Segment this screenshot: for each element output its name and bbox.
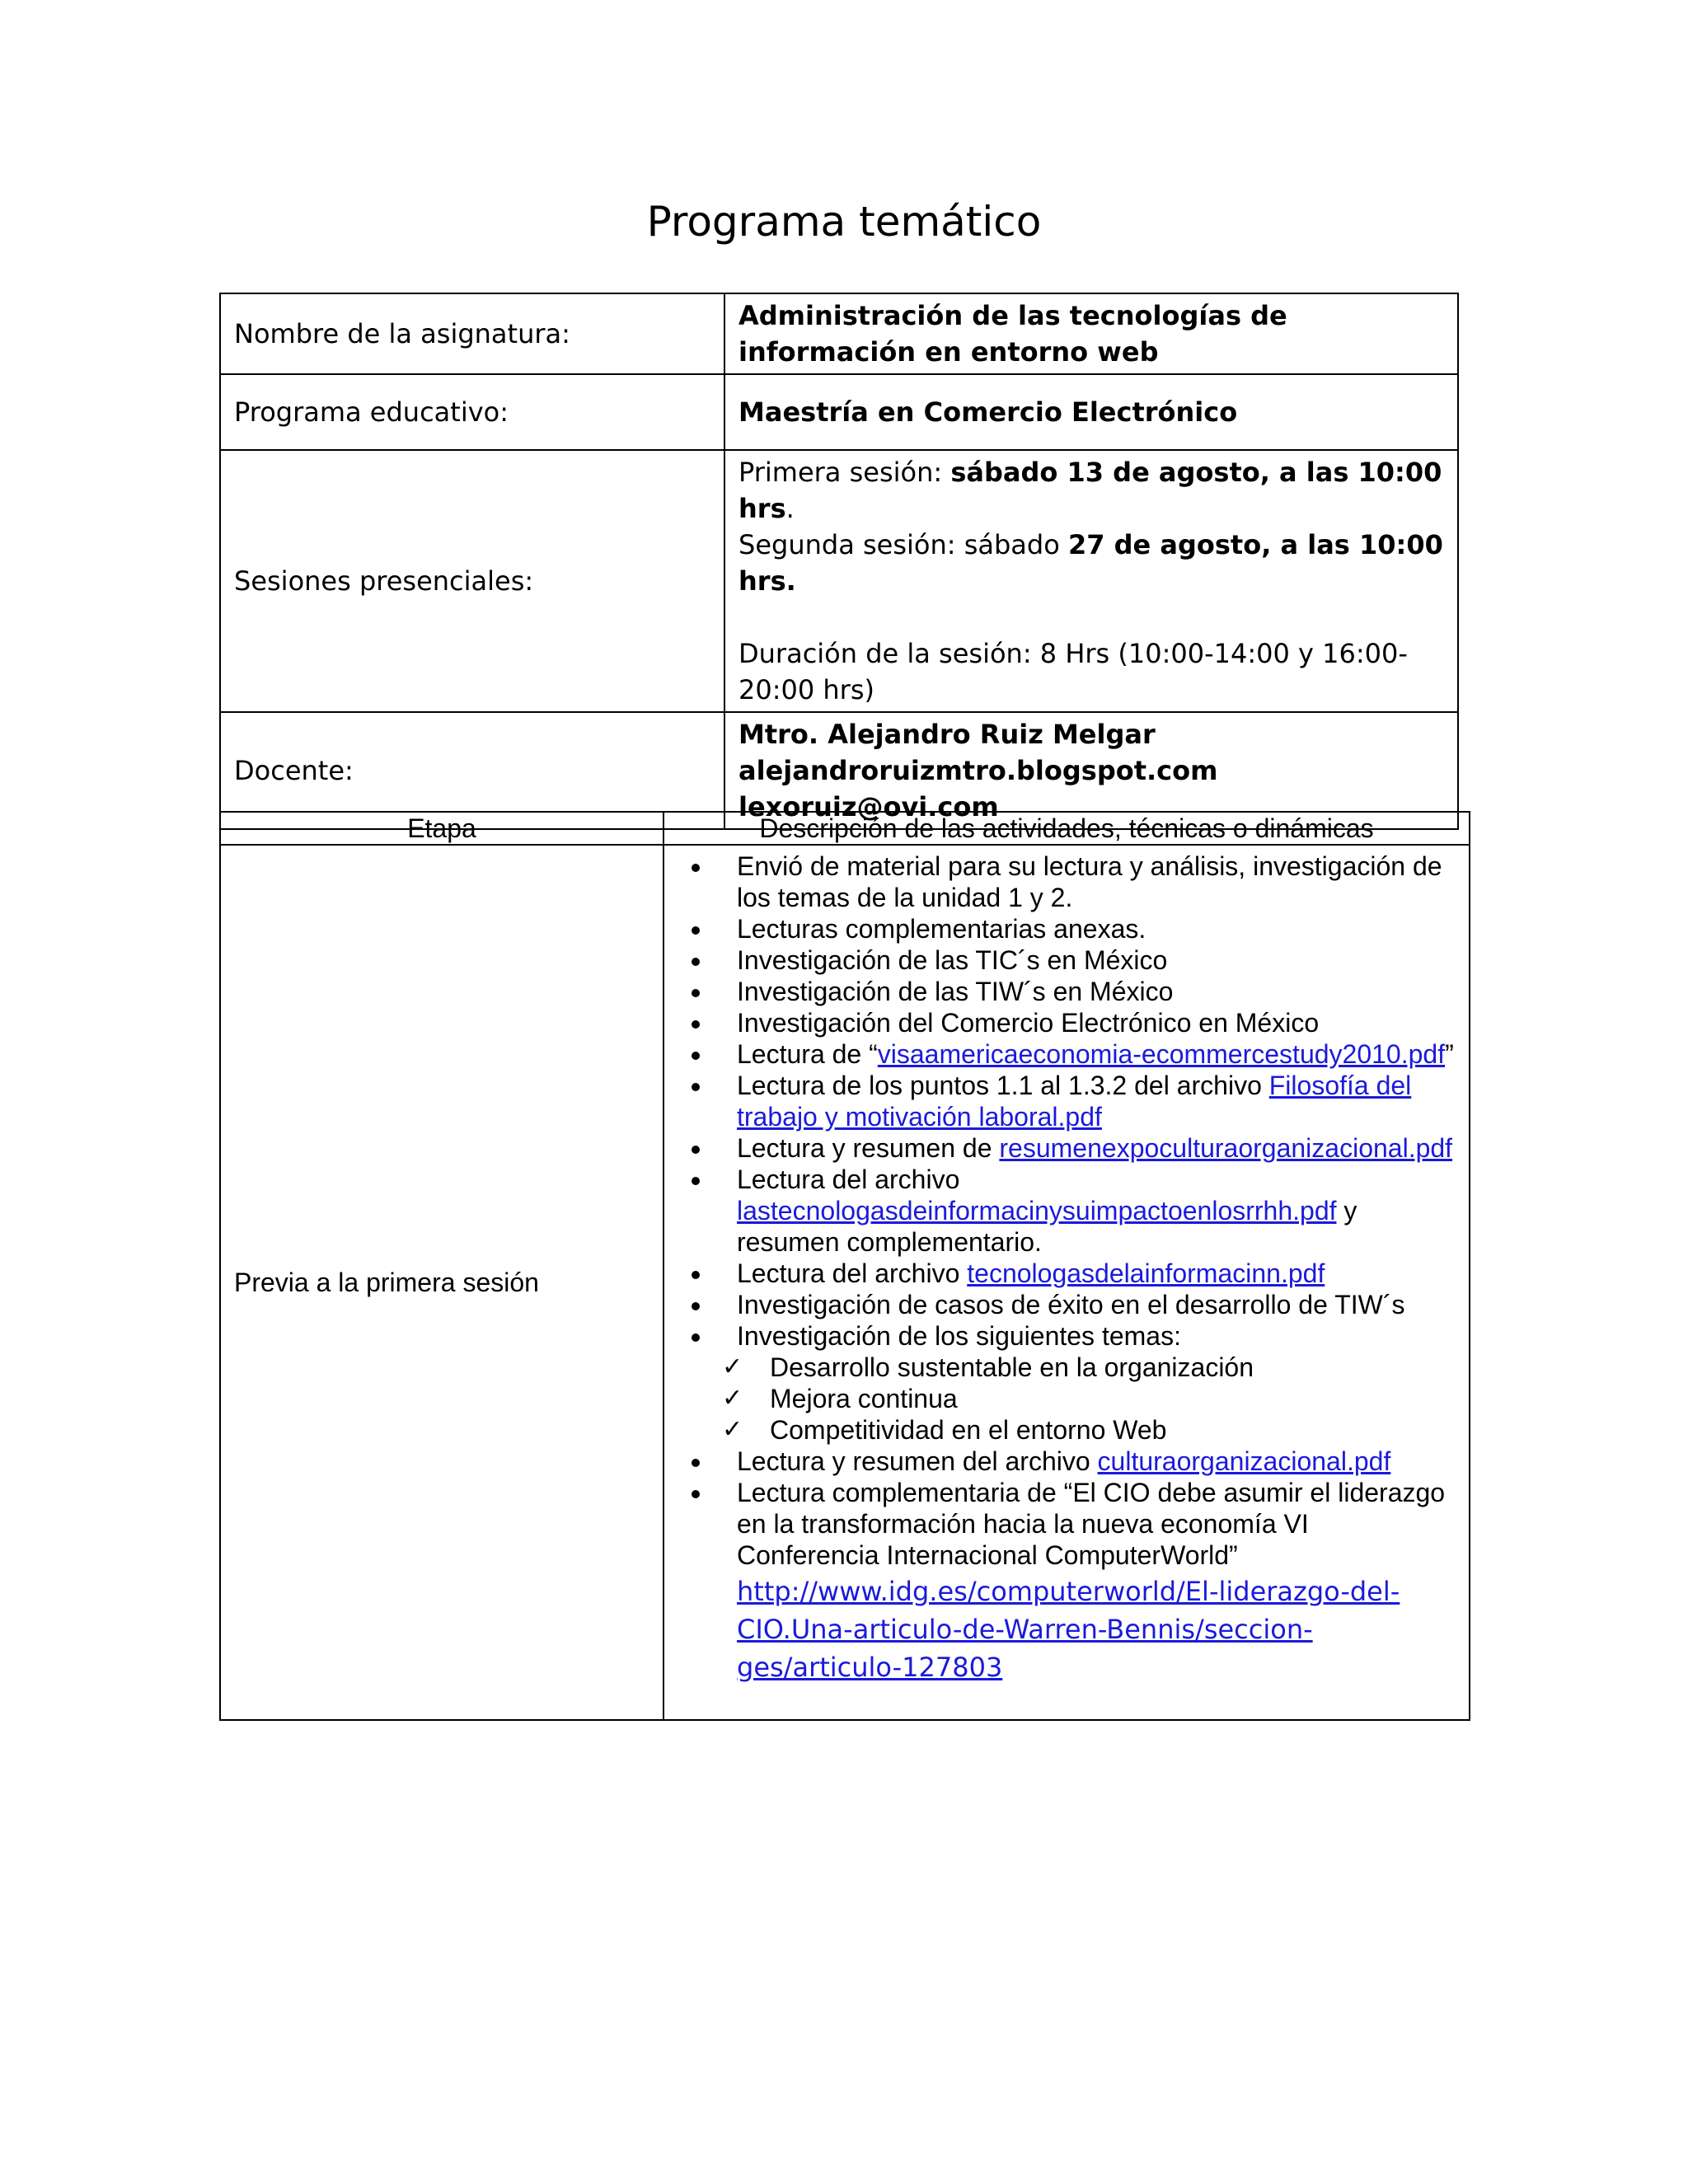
bullet-icon: [687, 1139, 704, 1155]
sub-list-item: ✓ Competitividad en el entorno Web: [722, 1415, 1167, 1445]
programa-value: Maestría en Comercio Electrónico: [724, 374, 1458, 450]
table-header-row: [220, 812, 1470, 845]
desc-cell: [663, 845, 1470, 1720]
activities-table: [219, 811, 1470, 1721]
checkmark-icon: ✓: [722, 1384, 743, 1413]
lastecnologas-link[interactable]: lastecnologasdeinformacinysuimpactoenlosrrhh.pdf: [737, 1196, 1337, 1226]
course-info-table: [219, 293, 1459, 830]
checkmark-icon: ✓: [722, 1415, 743, 1444]
bullet-icon: [687, 1076, 704, 1093]
programa-label: Programa educativo:: [220, 374, 724, 450]
col-stage-header: Etapa: [220, 812, 663, 845]
list-item: Lectura del archivo tecnologasdelainformacinn.pdf: [671, 1258, 1456, 1289]
list-item: Investigación del Comercio Electrónico en México: [671, 1007, 1456, 1038]
sub-list-item: ✓ Desarrollo sustentable en la organización: [722, 1352, 1254, 1382]
bullet-icon: [687, 1045, 704, 1062]
tecnologas-link[interactable]: tecnologasdelainformacinn.pdf: [967, 1258, 1325, 1288]
list-item: Lectura complementaria de “El CIO debe asumir el liderazgo en la transformación hacia la nueva economía VI Conferencia Internacional ComputerWorld” http://www.idg.es/computerworld/El-liderazgo-del-CIO.Una-articulo-de-Warren-Bennis/seccion-ges/articulo-127803: [671, 1477, 1456, 1686]
docente-blog: alejandroruizmtro.blogspot.com: [738, 755, 1218, 786]
bullet-icon: [687, 951, 704, 968]
list-item: Investigación de las TIW´s en México: [671, 976, 1456, 1007]
bullet-icon: [687, 982, 704, 999]
activity-list: [671, 851, 1456, 1686]
bullet-icon: [687, 1264, 704, 1281]
table-row: [220, 374, 1458, 450]
visaamerica-link[interactable]: visaamericaeconomia-ecommercestudy2010.pdf: [877, 1039, 1446, 1069]
bullet-icon: [687, 1014, 704, 1030]
bullet-icon: [687, 1296, 704, 1312]
col-desc-header: Descripción de las actividades, técnicas o dinámicas: [663, 812, 1470, 845]
bullet-icon: [687, 1452, 704, 1469]
list-item: Investigación de casos de éxito en el desarrollo de TIW´s: [671, 1289, 1456, 1320]
page-title: Programa temático: [646, 198, 1042, 246]
sesion-2: Segunda sesión: sábado 27 de agosto, a las 10:00 hrs.: [738, 529, 1443, 597]
docente-label: Docente:: [220, 712, 724, 829]
sesion-1: Primera sesión: sábado 13 de agosto, a las 10:00 hrs.: [738, 457, 1442, 524]
list-item: Investigación de los siguientes temas: ✓ Desarrollo sustentable en la organización ✓ Mejora continua ✓ Competitividad en el entorno Web: [671, 1320, 1456, 1446]
computerworld-url-link[interactable]: http://www.idg.es/computerworld/El-liderazgo-del-CIO.Una-articulo-de-Warren-Bennis/seccion-ges/articulo-127803: [737, 1576, 1400, 1683]
list-item: Lectura de los puntos 1.1 al 1.3.2 del archivo Filosofía del trabajo y motivación laboral.pdf: [671, 1070, 1456, 1132]
culturaorganizacional-link[interactable]: culturaorganizacional.pdf: [1097, 1446, 1391, 1476]
sesiones-value: [724, 450, 1458, 712]
bullet-icon: [687, 1327, 704, 1343]
table-row: [220, 845, 1470, 1720]
table-row: [220, 450, 1458, 712]
sesiones-label: Sesiones presenciales:: [220, 450, 724, 712]
stage-cell: Previa a la primera sesión: [220, 845, 663, 1720]
bullet-icon: [687, 1170, 704, 1187]
asignatura-value: Administración de las tecnologías de información en entorno web: [724, 293, 1458, 374]
list-item: Lectura y resumen del archivo culturaorganizacional.pdf: [671, 1446, 1456, 1477]
filosofia-link[interactable]: Filosofía del trabajo y motivación laboral.pdf: [737, 1071, 1412, 1132]
bullet-icon: [687, 920, 704, 936]
table-row: [220, 293, 1458, 374]
list-item: Lectura y resumen de resumenexpoculturaorganizacional.pdf: [671, 1132, 1456, 1164]
list-item: Lecturas complementarias anexas.: [671, 913, 1456, 944]
list-item: Lectura de “visaamericaeconomia-ecommercestudy2010.pdf”: [671, 1038, 1456, 1070]
asignatura-label: Nombre de la asignatura:: [220, 293, 724, 374]
resumenexpo-link[interactable]: resumenexpoculturaorganizacional.pdf: [999, 1133, 1453, 1163]
docente-name: Mtro. Alejandro Ruiz Melgar: [738, 719, 1156, 750]
list-item: Envió de material para su lectura y análisis, investigación de los temas de la unidad 1 y 2.: [671, 851, 1456, 913]
duracion: Duración de la sesión: 8 Hrs (10:00-14:00 y 16:00-20:00 hrs): [738, 638, 1408, 705]
list-item: Investigación de las TIC´s en México: [671, 944, 1456, 976]
sub-list: [671, 1352, 1456, 1446]
bullet-icon: [687, 1483, 704, 1500]
list-item: Lectura del archivo lastecnologasdeinformacinysuimpactoenlosrrhh.pdf y resumen complementario.: [671, 1164, 1456, 1258]
bullet-icon: [687, 857, 704, 874]
sub-list-item: ✓ Mejora continua: [722, 1384, 958, 1413]
docente-email: lexoruiz@ovi.com: [738, 791, 999, 823]
checkmark-icon: ✓: [722, 1352, 743, 1381]
